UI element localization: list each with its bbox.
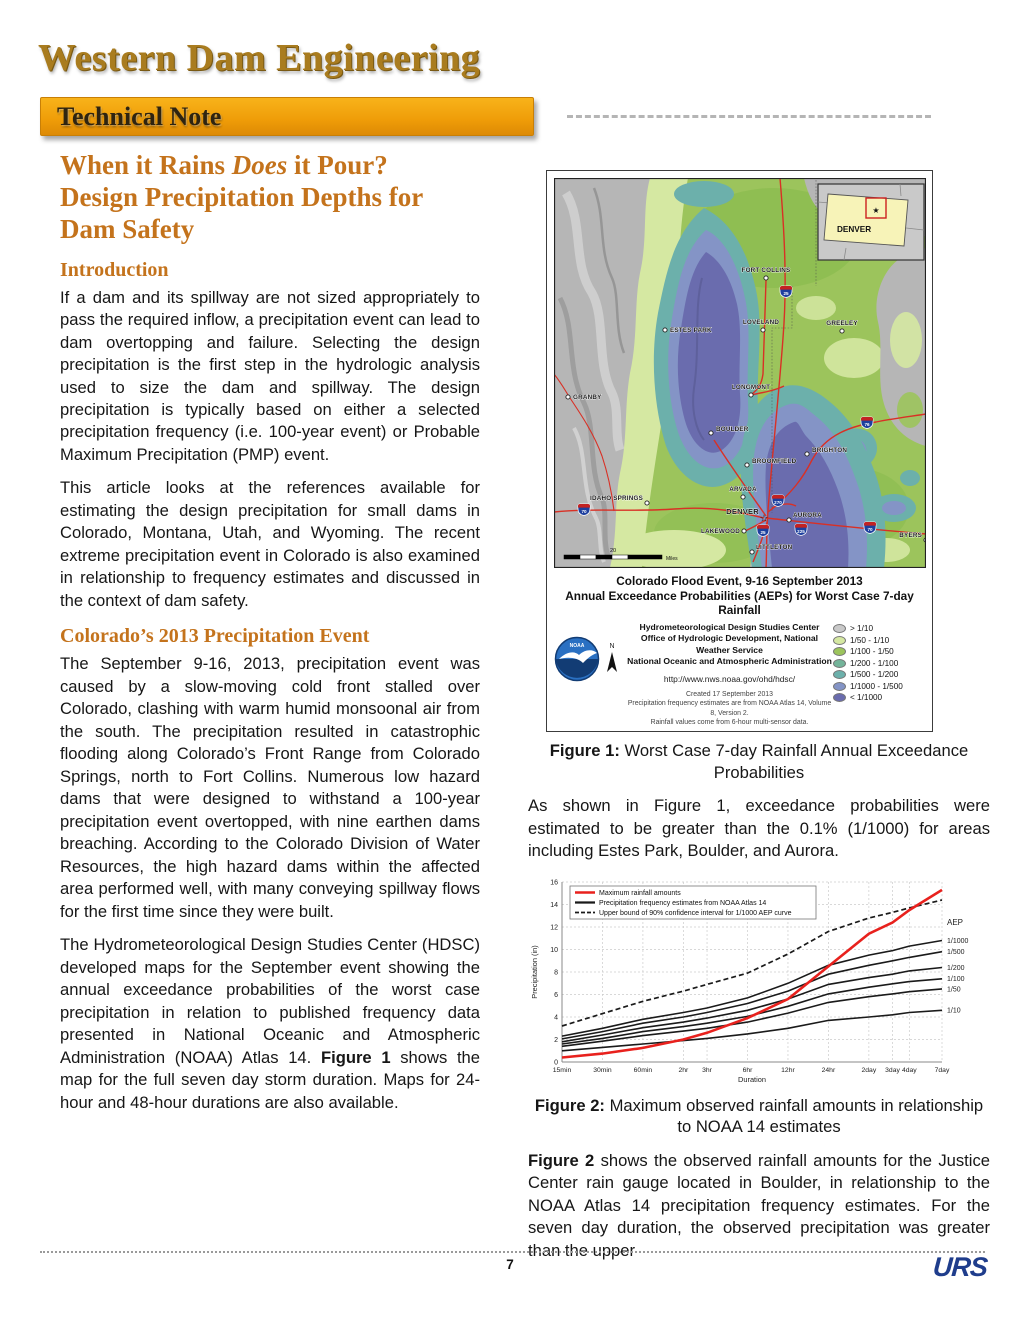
legend-swatch: [833, 682, 846, 691]
legend-label: > 1/10: [850, 624, 873, 634]
city-label: LAKEWOOD: [700, 528, 740, 535]
svg-text:7day: 7day: [934, 1066, 950, 1074]
denver-star-icon: ☆: [759, 513, 769, 525]
right-column: [528, 170, 990, 1273]
paragraph: The September 9-16, 2013, precipitation event was caused by a slow-moving cold front stalled over Colorado, clashing with warm humid monsoonal air from the south. The precipitation resulted in catastrophic flooding along Colorado’s Front Range from Colorado Springs, north to Fort Collins. Numerous low hazard dams that were designed to withstand a 100-year precipitation event overtopped, with nine earthen dams breaching. According to the Colorado Division of Water Resources, the high hazard dams within the affected area performed well, with many conveying spillway flows for the first time since they were built.: [60, 654, 480, 921]
svg-text:225: 225: [797, 529, 805, 534]
map-title-line1: Colorado Flood Event, 9-16 September 2013: [616, 574, 863, 588]
title-part-italic: Does: [231, 150, 288, 180]
city-label: GRANBY: [573, 394, 602, 401]
colorado-inset: [818, 184, 924, 260]
svg-text:N: N: [609, 643, 615, 651]
interstate-shield-25: [757, 525, 769, 537]
interstate-shield-76: [861, 417, 873, 429]
title-part: Dam Safety: [60, 213, 195, 244]
footer-divider: [40, 1251, 985, 1253]
chart-legend: [570, 886, 816, 919]
legend-label: 1/1000 - 1/500: [850, 681, 903, 691]
noaa-logo: [554, 622, 604, 682]
figure1-caption-label: Figure 1:: [549, 741, 620, 761]
svg-text:25: 25: [783, 291, 789, 296]
map-legend-item: [833, 647, 925, 656]
noaa-logo-text: NOAA: [569, 643, 585, 650]
map-legend-item: [833, 659, 925, 668]
figure1-map: [554, 178, 926, 568]
city-label: DENVER: [726, 507, 759, 516]
map-legend-item: [833, 693, 925, 702]
city-dot: [742, 529, 746, 533]
svg-text:3hr: 3hr: [702, 1066, 712, 1074]
city-dot: [749, 393, 753, 397]
city-dot: [761, 328, 765, 332]
figure1-reference: Figure 1: [320, 1047, 391, 1067]
city-label: BOULDER: [716, 426, 749, 433]
interstate-shield-225: [795, 524, 807, 536]
map-legend-item: [833, 682, 925, 691]
city-dot: [645, 501, 649, 505]
paragraph-text: shows the map for the full seven day storm duration. Maps for 24-hour and 48-hour durations are also available.: [60, 1047, 481, 1112]
city-dot: [663, 328, 667, 332]
inset-denver-label: DENVER: [837, 225, 872, 234]
svg-text:Maximum rainfall amounts: Maximum rainfall amounts: [599, 889, 681, 897]
city-dot: [840, 329, 844, 333]
svg-text:60min: 60min: [633, 1066, 653, 1074]
svg-text:70: 70: [867, 527, 873, 532]
map-url: http://www.nws.noaa.gov/ohd/hdsc/: [663, 673, 796, 684]
title-part: Design Precipitation Depths for: [60, 181, 424, 212]
city-label: IDAHO SPRINGS: [590, 495, 643, 502]
brand-title: Western Dam Engineering: [38, 37, 481, 79]
city-label: LONGMONT: [731, 384, 771, 391]
svg-text:1/500: 1/500: [947, 948, 965, 956]
figure2-caption-text: Maximum observed rainfall amounts in relationship to NOAA 14 estimates: [604, 1095, 984, 1137]
svg-text:1/200: 1/200: [947, 964, 965, 972]
y-axis-title: Precipitation (in): [530, 945, 539, 999]
map-created-line: Created 17 September 2013: [686, 690, 773, 698]
banner-label: Technical Note: [57, 101, 222, 131]
svg-text:12: 12: [550, 924, 558, 932]
city-dot: [764, 276, 768, 280]
title-part: When it Rains: [60, 150, 232, 180]
svg-text:20: 20: [610, 548, 617, 554]
city-label: FORT COLLINS: [741, 267, 791, 274]
svg-text:6: 6: [554, 991, 558, 999]
map-city-estes-park: [663, 327, 712, 334]
city-label: BRIGHTON: [812, 447, 848, 454]
legend-label: 1/50 - 1/10: [850, 635, 890, 645]
figure2-caption: [528, 1095, 990, 1138]
svg-text:70: 70: [581, 509, 587, 514]
figure2-chart: [528, 874, 990, 1093]
legend-swatch: [833, 670, 846, 679]
city-label: BROOMFIELD: [752, 458, 797, 465]
svg-text:24hr: 24hr: [821, 1066, 836, 1074]
svg-text:2hr: 2hr: [678, 1066, 689, 1074]
city-dot: [709, 431, 713, 435]
legend-label: 1/500 - 1/200: [850, 670, 899, 680]
legend-swatch: [833, 693, 846, 702]
svg-text:Miles: Miles: [666, 556, 678, 562]
paragraph: If a dam and its spillway are not sized appropriately to pass the required inflow, a precipitation event can lead to dam overtopping and failure. Selecting the design precipitation is the first step in the hydrologic analysis used to size the dam and spillway. The design precipitation is typically based on either a selected precipitation frequency (i.e. 100-year event) or Probable Maximum Precipitation (PMP) event.: [60, 287, 480, 464]
section-heading-colorado-event: Colorado’s 2013 Precipitation Event: [60, 625, 370, 648]
svg-text:10: 10: [550, 946, 558, 954]
interstate-shield-70: [864, 522, 876, 534]
map-legend-item: [833, 670, 925, 679]
city-label: AURORA: [793, 512, 822, 519]
paragraph-text: shows the observed rainfall amounts for the Justice Center rain gauge located in Boulder, in relationship to the NOAA Atlas 14 precipitation frequency estimates. For the seven day duration, the observed precipitation was greater than the upper: [528, 1150, 990, 1260]
denver-star-icon: ★: [872, 206, 880, 215]
paragraph: [60, 934, 480, 1114]
legend-swatch: [833, 636, 846, 645]
legend-swatch: [833, 659, 846, 668]
city-dot: [750, 550, 754, 554]
map-credit-line: Office of Hydrologic Development, National Weather Service: [640, 633, 819, 655]
city-dot: [787, 518, 791, 522]
city-label: GREELEY: [826, 320, 858, 327]
city-label: LOVELAND: [742, 319, 780, 326]
svg-text:4: 4: [554, 1014, 558, 1022]
left-column: [60, 150, 480, 1125]
header-dashed-divider: [567, 115, 931, 118]
svg-text:4day: 4day: [901, 1066, 917, 1074]
svg-text:15min: 15min: [552, 1066, 572, 1074]
paragraph: This article looks at the references available for estimating the design precipitation for small dams in Colorado, Montana, Utah, and Wyoming. The recent extreme precipitation event in Colorado is also examined in relationship to frequency estimates and discussed in the context of dam safety.: [60, 478, 480, 610]
city-label: BYERS: [899, 532, 922, 539]
figure2-caption-label: Figure 2:: [534, 1095, 605, 1115]
svg-text:14: 14: [550, 901, 558, 909]
legend-label: 1/200 - 1/100: [850, 658, 899, 668]
series-1-100: [562, 979, 942, 1044]
legend-label: 1/100 - 1/50: [850, 647, 894, 657]
paragraph: As shown in Figure 1, exceedance probabilities were estimated to be greater than the 0.1% (1/1000) for areas including Estes Park, Boulder, and Aurora.: [528, 796, 990, 861]
city-label: ESTES PARK: [670, 327, 712, 334]
svg-text:76: 76: [864, 422, 870, 427]
figure1-caption-text: Worst Case 7-day Rainfall Annual Exceedance Probabilities: [619, 741, 969, 782]
map-title-line2: Annual Exceedance Probabilities (AEPs) for Worst Case 7-day Rainfall: [565, 588, 914, 618]
svg-text:270: 270: [774, 500, 782, 505]
svg-text:2: 2: [554, 1036, 558, 1044]
map-credit-line: Hydrometeorological Design Studies Center: [639, 622, 820, 633]
technical-note-banner: [40, 97, 534, 136]
map-credits: [626, 622, 833, 727]
svg-text:16: 16: [550, 879, 558, 887]
svg-text:1/100: 1/100: [947, 975, 965, 983]
svg-text:2day: 2day: [861, 1066, 877, 1074]
section-heading-introduction: Introduction: [60, 258, 169, 281]
interstate-shield-70: [578, 504, 590, 516]
paragraph: [528, 1150, 990, 1262]
svg-text:3day: 3day: [885, 1066, 900, 1074]
series-1-200: [562, 967, 942, 1041]
interstate-shield-270: [772, 495, 784, 507]
paragraph-text: The Hydrometeorological Design Studies Center (HDSC) developed maps for the September event showing the annual exceedance probabilities of the worst case precipitation in relation to published frequency data presented in National Oceanic and Atmospheric Administration (NOAA) Atlas 14.: [60, 935, 480, 1067]
svg-text:25: 25: [760, 530, 766, 535]
city-dot: [566, 395, 570, 399]
city-label: ARVADA: [729, 486, 757, 493]
series-1-50: [562, 989, 942, 1046]
urs-logo: URS: [931, 1252, 989, 1282]
aep-labels: [947, 918, 969, 1015]
legend-swatch: [833, 624, 846, 633]
svg-text:AEP: AEP: [947, 917, 964, 927]
page-number: 7: [506, 1257, 514, 1272]
x-axis-title: Duration: [738, 1074, 766, 1084]
legend-label: < 1/1000: [850, 693, 883, 703]
figure1-caption: [528, 740, 990, 783]
map-legend-item: [833, 624, 925, 633]
svg-text:30min: 30min: [593, 1066, 612, 1074]
legend-swatch: [833, 647, 846, 656]
map-created-line: Rainfall values come from 6-hour multi-sensor data.: [650, 718, 809, 726]
map-created-line: Precipitation frequency estimates are from NOAA Atlas 14, Volume 8, Version 2.: [627, 700, 832, 717]
map-credit-line: National Oceanic and Atmospheric Administration: [627, 655, 832, 666]
north-arrow-icon: [604, 622, 626, 674]
city-label: LITTLETON: [756, 544, 793, 551]
svg-text:Precipitation frequency estima: Precipitation frequency estimates from NOAA Atlas 14: [599, 899, 767, 907]
article-title: [60, 150, 480, 246]
city-dot: [741, 495, 745, 499]
svg-text:1/50: 1/50: [947, 985, 961, 993]
svg-text:Upper bound of 90% confidence: Upper bound of 90% confidence interval for 1/1000 AEP curve: [599, 909, 792, 917]
map-city-lakewood: [701, 528, 746, 535]
map-created-notes: [626, 690, 833, 727]
figure1-map-frame: [546, 170, 933, 732]
interstate-shield-25: [780, 286, 792, 298]
svg-text:6hr: 6hr: [742, 1066, 753, 1074]
svg-text:8: 8: [554, 969, 558, 977]
title-part: it Pour?: [287, 150, 388, 180]
svg-text:1/1000: 1/1000: [947, 937, 969, 945]
figure2-reference: Figure 2: [528, 1150, 595, 1170]
svg-text:0: 0: [554, 1059, 558, 1067]
city-dot: [745, 463, 749, 467]
svg-text:12hr: 12hr: [781, 1066, 795, 1074]
city-dot: [805, 452, 809, 456]
map-legend: [833, 622, 925, 705]
map-legend-item: [833, 636, 925, 645]
svg-text:1/10: 1/10: [947, 1007, 961, 1015]
